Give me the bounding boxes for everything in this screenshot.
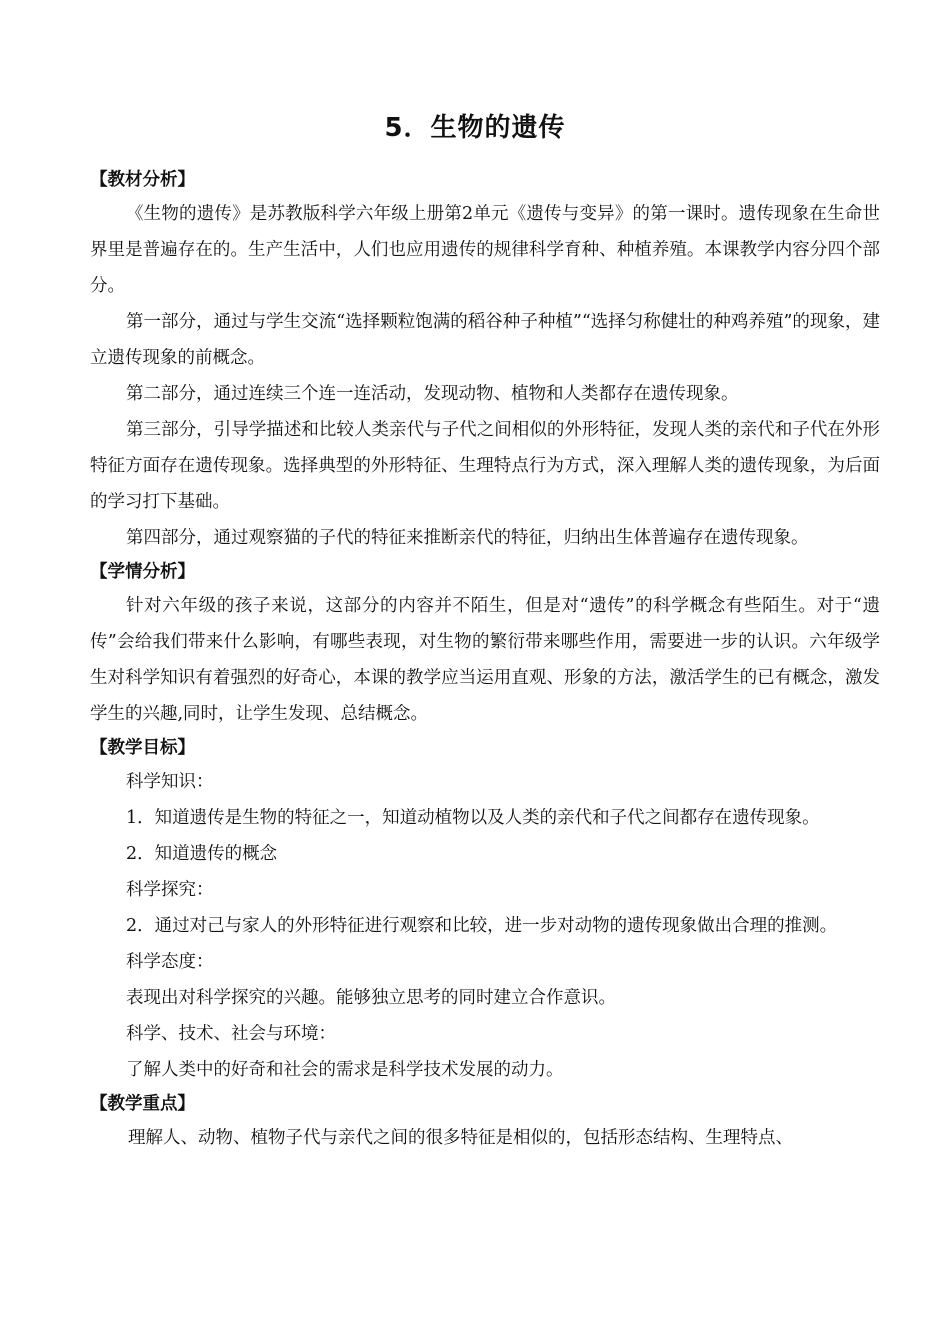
material-paragraph-part-4: 第四部分，通过观察猫的子代的特征来推断亲代的特征，归纳出生体普遍存在遗传现象。 bbox=[126, 528, 809, 548]
students-paragraph: 针对六年级的孩子来说，这部分的内容并不陌生，但是对“遗传”的科学概念有些陌生。对于“遗传”会给我们带来什么影响，有哪些表现，对生物的繁衍带来哪些作用，需要进一步的认识。六年级学生对科学知识有着强烈的好奇心，本课的教学应当运用直观、形象的方法，激活学生的已有概念，激发学生的兴趣,同时，让学生发现、总结概念。 bbox=[90, 596, 880, 724]
material-paragraph-part-1: 第一部分，通过与学生交流“选择颗粒饱满的稻谷种子种植”“选择匀称健壮的种鸡养殖”的现象，建立遗传现象的前概念。 bbox=[90, 312, 880, 368]
material-paragraph-part-2: 第二部分，通过连续三个连一连活动，发现动物、植物和人类都存在遗传现象。 bbox=[126, 384, 739, 404]
goal-attitude-item-1: 表现出对科学探究的兴趣。能够独立思考的同时建立合作意识。 bbox=[126, 988, 616, 1008]
goal-label-knowledge: 科学知识： bbox=[126, 772, 214, 792]
goal-label-sts: 科学、技术、社会与环境： bbox=[126, 1024, 336, 1044]
document-body bbox=[90, 164, 880, 1156]
material-paragraph-intro: 《生物的遗传》是苏教版科学六年级上册第2单元《遗传与变异》的第一课时。遗传现象在生命世界里是普遍存在的。生产生活中，人们也应用遗传的规律科学育种、种植养殖。本课教学内容分四个部分。 bbox=[90, 204, 880, 296]
material-paragraph-part-3: 第三部分，引导学描述和比较人类亲代与子代之间相似的外形特征，发现人类的亲代和子代在外形特征方面存在遗传现象。选择典型的外形特征、生理特点行为方式，深入理解人类的遗传现象，为后面的学习打下基础。 bbox=[90, 420, 880, 512]
section-heading-key-points: 【教学重点】 bbox=[90, 1094, 195, 1114]
section-heading-material-analysis: 【教材分析】 bbox=[90, 170, 195, 190]
section-heading-teaching-goals: 【教学目标】 bbox=[90, 738, 195, 758]
goal-label-inquiry: 科学探究： bbox=[126, 880, 214, 900]
page-title: 5．生物的遗传 bbox=[384, 113, 566, 143]
goal-inquiry-item-1: 2．通过对己与家人的外形特征进行观察和比较，进一步对动物的遗传现象做出合理的推测。 bbox=[126, 916, 838, 936]
goal-sts-item-1: 了解人类中的好奇和社会的需求是科学技术发展的动力。 bbox=[126, 1060, 564, 1080]
key-points-paragraph: 理解人、动物、植物子代与亲代之间的很多特征是相似的，包括形态结构、生理特点、 bbox=[128, 1128, 793, 1148]
goal-label-attitude: 科学态度： bbox=[126, 952, 214, 972]
section-heading-student-analysis: 【学情分析】 bbox=[90, 562, 195, 582]
goal-knowledge-item-2: 2．知道遗传的概念 bbox=[126, 844, 278, 864]
goal-knowledge-item-1: 1．知道遗传是生物的特征之一，知道动植物以及人类的亲代和子代之间都存在遗传现象。 bbox=[126, 808, 820, 828]
